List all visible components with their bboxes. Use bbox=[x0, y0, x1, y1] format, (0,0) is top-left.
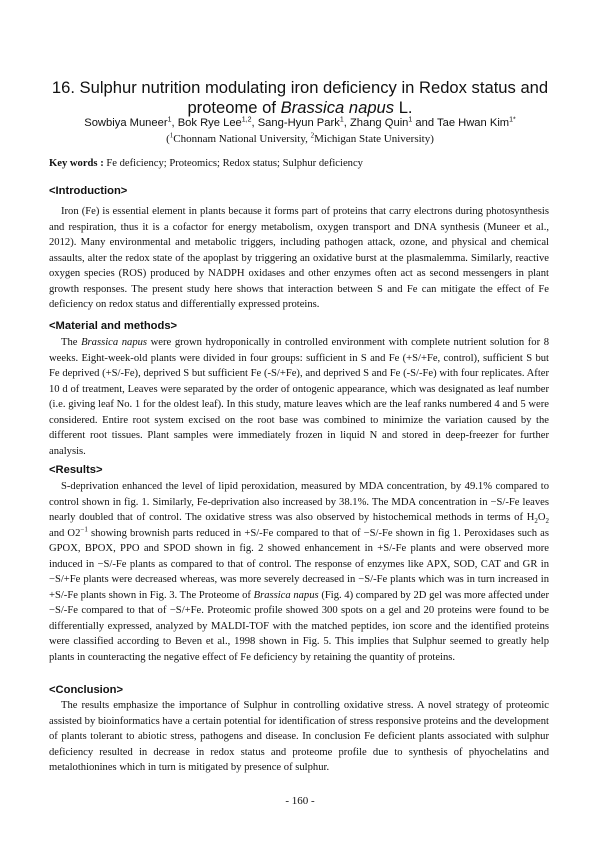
results-part-1: S-deprivation enhanced the level of lipid peroxidation, measured by MDA concentration, by 49.1% compared to control shown in fig. 1. Similarly, Fe-deprivation also increased by 38.1%. The MDA concentration in −S/-Fe leaves nearly doubled that of control. The oxidative stress was also observed by histochemical methods in terms of H bbox=[49, 481, 549, 524]
results-paragraph bbox=[49, 479, 549, 666]
methods-text: were grown hydroponically in controlled environment with complete nutrient solution for 8 weeks. Eight-week-old plants were divided in four groups: sufficient in S and Fe (+S/+Fe, control), sufficient S but Fe deprived (+S/-Fe), deprived S but sufficient Fe (-S/+Fe), and deprived S and Fe (-S/-Fe) with four replicates. After 10 d of treatment, Leaves were separated by the order of ontogenic appearance, which was designated as leaf number (i.e. giving leaf No. 1 for the oldest leaf). In this study, mature leaves which are the leaf ranks numbered 4 and 5 were considered. Entire root system excised on the root base was combined to minimize the variation caused by the different root tissues. Plant samples were immediately frozen in liquid N and stored in deep-freezer for further analysis. bbox=[49, 337, 549, 457]
results-part-2: showing brownish parts reduced in +S/-Fe compared to that of −S/-Fe shown in fig 1. Peroxidases such as GPOX, BPOX, PPO and SPOD shown in fig. 2 showed enhancement in +S/-Fe plants and were observed more induced in −S/-Fe plants as compared to that of control. The response of enzymes like APX, SOD, CAT and GR in −S/+Fe plants were decreased whereas, was more severely decreased in −S/-Fe plants which was in turn increased in +S/-Fe plants shown in Fig. 3. The Proteome of bbox=[49, 527, 549, 601]
o2-text: and O2 bbox=[49, 527, 81, 539]
title-line-2-pre: proteome of bbox=[187, 98, 276, 117]
author-affil-sup: 1 bbox=[408, 116, 413, 124]
h2o2-sub-2: 2 bbox=[545, 517, 549, 526]
author-affil-sup: 1* bbox=[509, 116, 516, 124]
section-heading-introduction: <Introduction> bbox=[49, 185, 128, 197]
section-heading-results: <Results> bbox=[49, 464, 103, 476]
keywords-line bbox=[49, 157, 549, 171]
author-affil-sup: 1 bbox=[339, 116, 344, 124]
affiliation-1: Chonnam National University, bbox=[173, 133, 308, 145]
title-species: Brassica napus bbox=[280, 98, 395, 117]
conclusion-paragraph: The results emphasize the importance of Sulphur in controlling oxidative stress. A novel strategy of proteomic assisted by bioinformatics have a certain potential for identification of stress responsive proteins and the development of plants tolerant to abiotic stress, pathogens and disease. In conclusion Fe deficient plants associated with sulphur deficiency resulted in decrease in redox status and proteome profile due to synthesis of phyochelatins and metalothionines which in turn is mitigated by presence of sulphur. bbox=[49, 700, 549, 774]
author-name: Bok Rye Lee bbox=[177, 117, 242, 129]
keywords-text: Fe deficiency; Proteomics; Redox status; Sulphur deficiency bbox=[106, 158, 363, 169]
results-species: Brassica napus bbox=[253, 589, 319, 601]
o2-sup: −1 bbox=[80, 525, 88, 534]
author-conjunction: and bbox=[415, 117, 435, 129]
affiliation-sup-2: 2 bbox=[310, 131, 315, 140]
paper-title bbox=[40, 78, 560, 118]
page-number: - 160 - bbox=[285, 795, 315, 807]
author-name: Tae Hwan Kim bbox=[437, 117, 510, 129]
author-affil-sup: 1 bbox=[167, 116, 172, 124]
introduction-paragraph: Iron (Fe) is essential element in plants because it forms part of proteins that carry electrons during photosynthesis and respiration, thus it is a cofactor for energy metabolism, oxygen transport and DNA synthesis (Muneer et al., 2012). Many environmental and metabolic triggers, including pathogen attack, ozone, and physical and chemical assaults, alter the redox state of the apoplast by triggering an oxidative burst at the plasmalemma. Similarly, reactive oxygen species (ROS) produced by NADPH oxidases and other enzymes often act as second messengers in plant growth responses. The present study here shows that interaction between S and Fe can mitigate the effect of Fe deficiency on redox status and differentially expressed proteins. bbox=[49, 206, 549, 311]
affiliation-line bbox=[40, 132, 560, 147]
keywords-label: Key words : bbox=[49, 158, 104, 169]
title-line-2-post: L. bbox=[398, 98, 413, 117]
methods-paragraph bbox=[49, 335, 549, 459]
results-part-3: (Fig. 4) compared by 2D gel was more affected under −S/-Fe compared to that of −S/+Fe. Proteomic profile showed 300 spots on a gel and 20 proteins were found to be differentially expressed, analyzed by MALDI-TOF with the matched peptides, ion score and the identified proteins were classified according to Beven et al., 1998 shown in Fig. 5. This implies that Sulphur seemed to greatly help plants in counteracting the negative effect of Fe deficiency by retaining the quantity of proteins. bbox=[49, 589, 549, 664]
author-name: Sang-Hyun Park bbox=[257, 117, 340, 129]
methods-species: Brassica napus bbox=[81, 337, 148, 348]
methods-pre: The bbox=[61, 337, 78, 348]
section-heading-conclusion: <Conclusion> bbox=[49, 684, 123, 696]
author-affil-sup: 1,2 bbox=[241, 116, 252, 124]
author-name: Sowbiya Muneer bbox=[84, 117, 168, 129]
author-list: Sowbiya Muneer$^1$, Bok Rye Lee$^{1,2}$, Sang-Hyun Park$^1$, Zhang Quin$^1$ and Tae Hwan Kim$^{1*}$ bbox=[84, 116, 516, 129]
section-heading-methods: <Material and methods> bbox=[49, 320, 178, 332]
author-name: Zhang Quin bbox=[349, 117, 409, 129]
affiliation-open: ( bbox=[166, 133, 170, 145]
h2o2-mid: O bbox=[537, 512, 546, 524]
affiliation-sup-1: 1 bbox=[169, 131, 174, 140]
title-line-1: 16. Sulphur nutrition modulating iron deficiency in Redox status and bbox=[51, 78, 549, 97]
affiliation-2: Michigan State University) bbox=[314, 133, 434, 145]
h2o2-sub-1: 2 bbox=[534, 517, 538, 526]
